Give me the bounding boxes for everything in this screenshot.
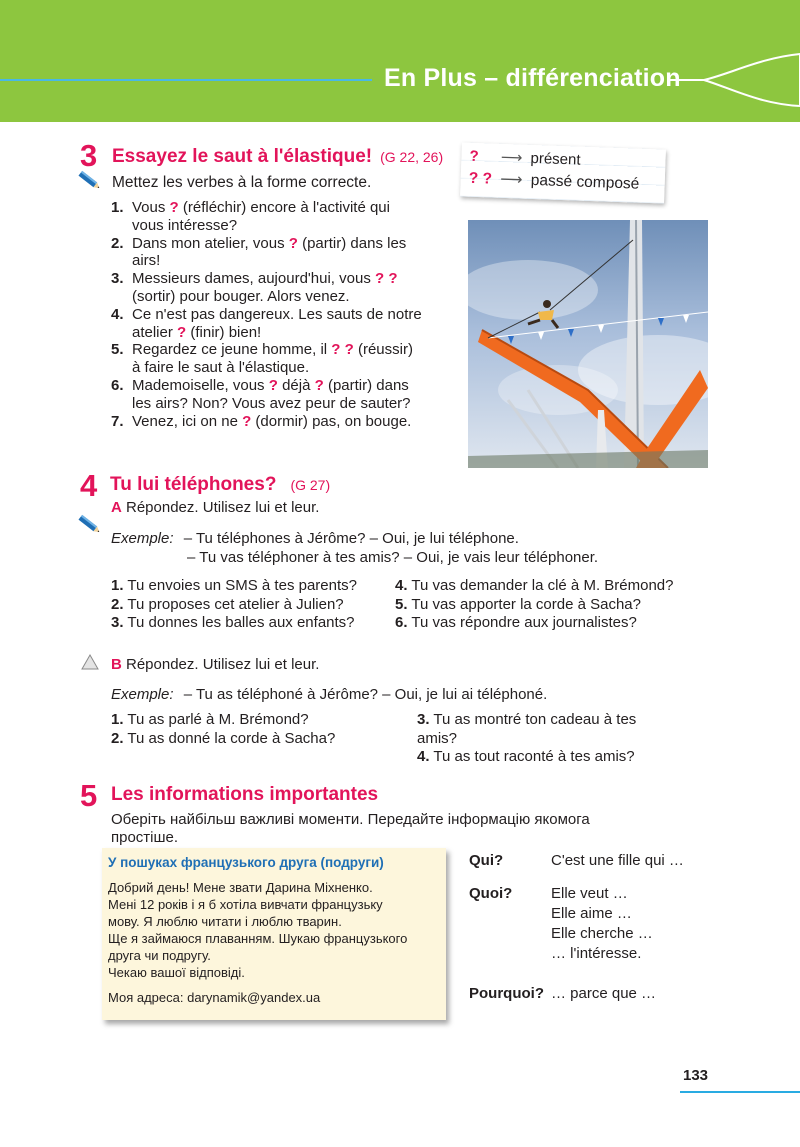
arrow-icon: ⟶ — [500, 170, 523, 189]
exercise-4a-instruction: A Répondez. Utilisez lui et leur. — [111, 499, 320, 516]
pourquoi-text: … parce que … — [551, 985, 657, 1002]
list-item: 7. Venez, ici on ne ? (dormir) pas, on bouge. — [111, 412, 412, 430]
pen-pal-note — [102, 848, 446, 1020]
list-item: 5. Regardez ce jeune homme, il ? ? (réussir) à faire le saut à l'élastique. — [111, 341, 413, 377]
legend-card — [460, 142, 666, 203]
list-item: amis? — [417, 729, 458, 747]
list-item: 4. Tu vas demander la clé à M. Brémond? — [395, 577, 674, 594]
list-item: 1. Tu as parlé à M. Brémond? — [111, 711, 309, 728]
note-address: Моя адреса: darynamik@yandex.ua — [108, 990, 321, 1005]
section-3-number: 3 — [80, 138, 98, 173]
list-item: 3. Tu donnes les balles aux enfants? — [111, 614, 355, 631]
list-item: 6. Mademoiselle, vous ? déjà ? (partir) dans les airs? Non? Vous avez peur de sauter? — [111, 376, 411, 412]
list-item: 1. Tu envoies un SMS à tes parents? — [111, 577, 357, 594]
bungee-jump-photo — [468, 220, 708, 468]
header-title: En Plus – différenciation — [384, 64, 681, 92]
exercise-4b-right-column — [417, 711, 636, 767]
list-item: 4. Ce n'est pas dangereux. Les sauts de notre atelier ? (finir) bien! — [111, 305, 422, 341]
exercise-4a-left-column — [111, 577, 357, 633]
section-3-title-text: Essayez le saut à l'élastique! — [112, 146, 373, 167]
legend-present: présent — [530, 149, 581, 169]
triangle-icon — [81, 654, 99, 670]
exercise-4a-example-line-2: – Tu vas téléphoner à tes amis? – Oui, je vais leur téléphoner. — [187, 549, 599, 566]
pencil-icon — [76, 168, 102, 192]
header-decoration — [0, 0, 800, 122]
section-5-instruction: Оберіть найбільш важливі моменти. Передайте інформацію якомога — [111, 811, 590, 828]
legend-passe-compose: passé composé — [530, 171, 640, 193]
exercise-4a-label: A — [111, 499, 122, 516]
header-band — [0, 0, 800, 122]
exercise-4b-instruction: B Répondez. Utilisez lui et leur. — [111, 656, 320, 673]
section-4-number: 4 — [80, 468, 98, 503]
list-item: 2. Tu proposes cet atelier à Julien? — [111, 595, 344, 613]
section-3-title — [112, 146, 443, 168]
quoi-lines: Elle veut … Elle aime … Elle cherche … … l'intéresse. — [551, 885, 653, 962]
page-number: 133 — [683, 1067, 709, 1084]
list-item: 5. Tu vas apporter la corde à Sacha? — [395, 595, 641, 613]
list-item: 4. Tu as tout raconté à tes amis? — [417, 748, 635, 765]
page-number-rule — [680, 1091, 800, 1093]
section-5-number: 5 — [80, 778, 98, 813]
exercise-4b-left-column — [111, 711, 335, 748]
qui-label: Qui? — [469, 852, 504, 869]
exercise-4b-example: Exemple: – Tu as téléphoné à Jérôme? – Oui, je lui ai téléphoné. — [111, 686, 548, 703]
exercise-4a-example: Exemple: – Tu téléphones à Jérôme? – Oui, je lui téléphone. — [111, 530, 519, 547]
arrow-icon: ⟶ — [500, 148, 523, 167]
note-title: У пошуках французького друга (подруги) — [108, 855, 384, 870]
list-item: 3. Messieurs dames, aujourd'hui, vous ? ? (sortir) pour bouger. Alors venez. — [111, 270, 398, 305]
question-mark: ? — [469, 147, 479, 166]
list-item: 3. Tu as montré ton cadeau à tes — [417, 711, 637, 728]
qui-row — [469, 851, 503, 871]
pencil-icon — [76, 512, 102, 536]
legend-present-row — [469, 147, 581, 169]
note-body: Добрий день! Мене звати Дарина Міхненко. Мені 12 років і я б хотіла вивчати французьку мову. Я люблю читати і люблю тварин. Ще я займаюся плаванням. Шукаю французького друга чи подругу. Чекаю вашої відповіді. Моя адреса: darynamik@yandex.ua — [108, 880, 408, 1005]
list-item: 6. Tu vas répondre aux journalistes? — [395, 614, 637, 631]
exercise-3-list — [111, 199, 422, 430]
list-item: 2. Dans mon atelier, vous ? (partir) dans les airs! — [111, 234, 407, 270]
legend-passe-row — [468, 169, 639, 194]
section-4-title-text: Tu lui téléphones? — [110, 474, 277, 495]
section-3-grammar-ref: (G 22, 26) — [380, 149, 444, 165]
pourquoi-label: Pourquoi? — [469, 985, 544, 1002]
section-5-title: Les informations importantes — [111, 784, 379, 805]
list-item: 2. Tu as donné la corde à Sacha? — [111, 729, 336, 747]
section-4-title — [110, 474, 330, 496]
qui-text: C'est une fille qui … — [551, 852, 684, 869]
exercise-4a-right-column — [395, 577, 673, 633]
section-5-instruction-line-2: простіше. — [111, 829, 179, 846]
quoi-label: Quoi? — [469, 885, 513, 902]
list-item: 1. Vous ? (réfléchir) encore à l'activité qui vous intéresse? — [111, 199, 390, 234]
section-3-instruction: Mettez les verbes à la forme correcte. — [112, 174, 372, 191]
exercise-4b-label: B — [111, 656, 122, 673]
section-4-grammar-ref: (G 27) — [290, 477, 331, 493]
double-question-mark: ? ? — [468, 169, 493, 188]
